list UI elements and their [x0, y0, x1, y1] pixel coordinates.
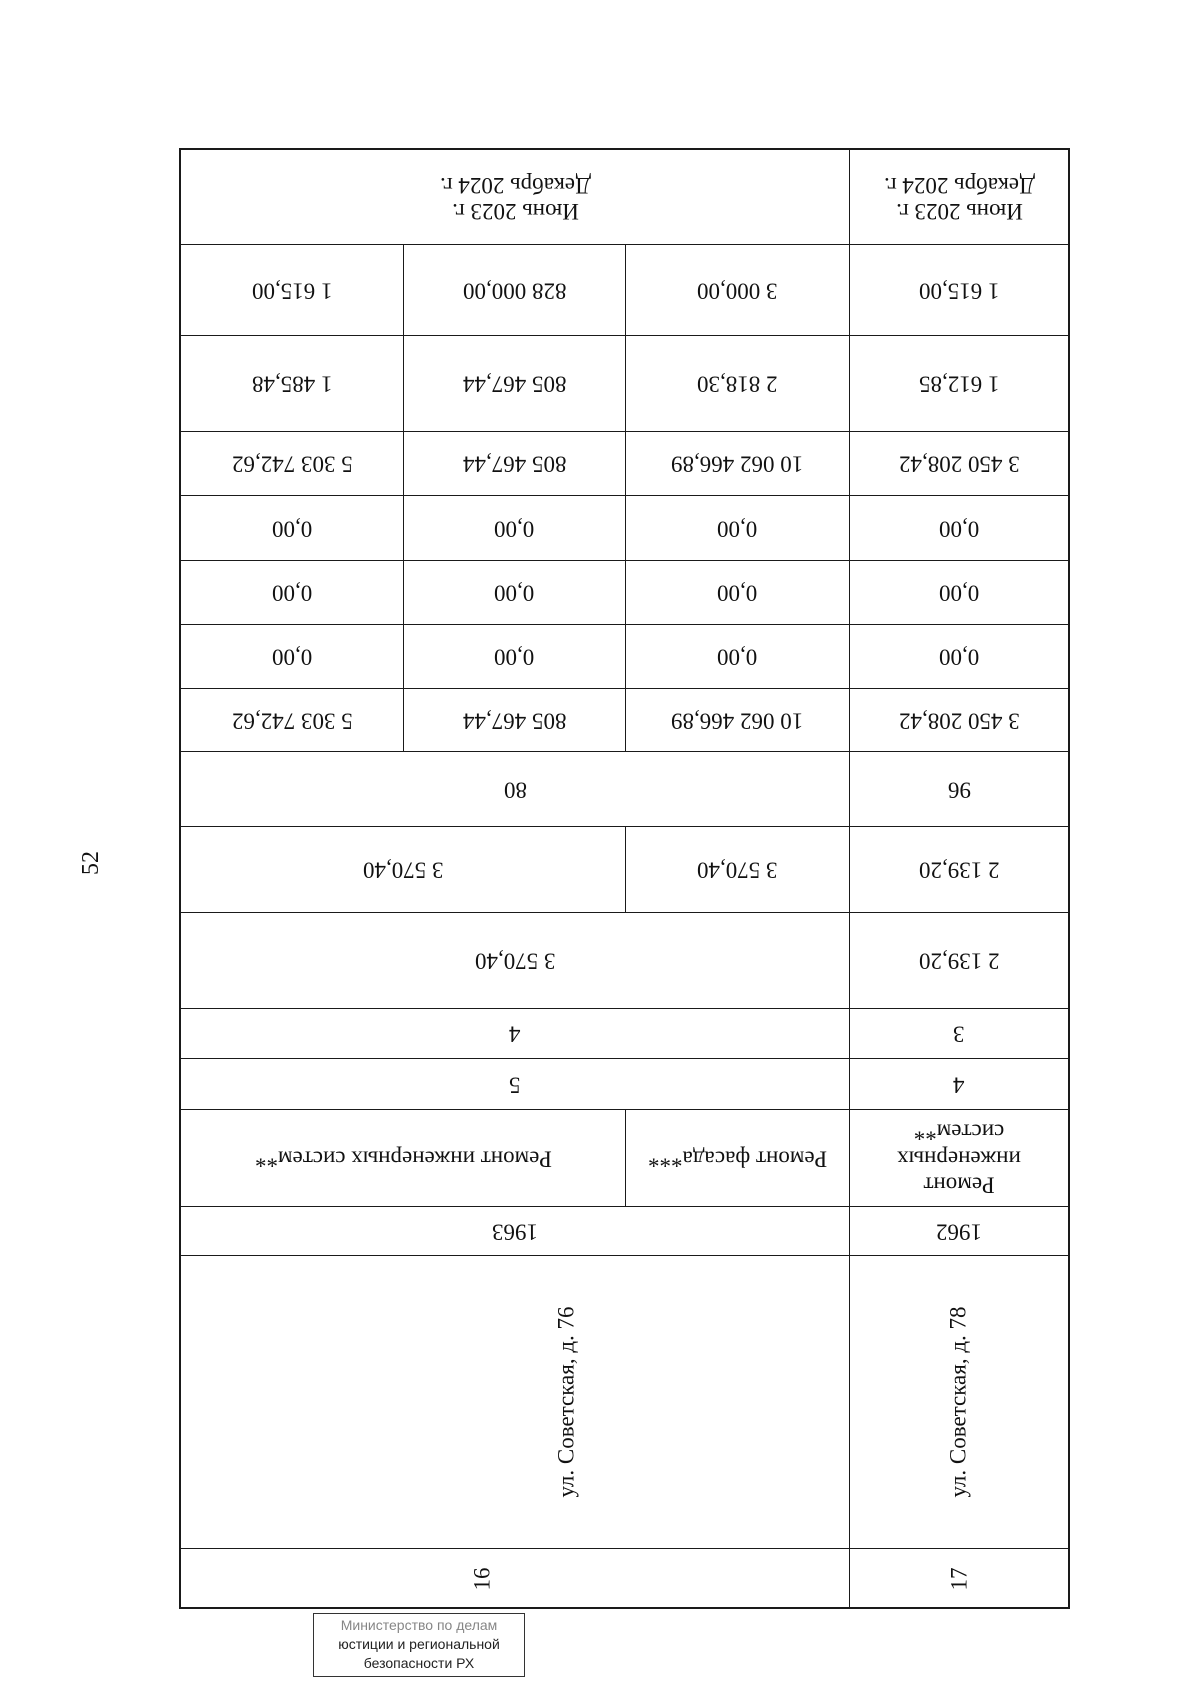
- unit-cost-cell: 1 612,85: [849, 336, 1068, 431]
- cost-limit-cell: 828 000,00: [403, 245, 625, 335]
- table-row-area: [181, 826, 1068, 912]
- residents-cell-left: 80: [503, 777, 527, 803]
- area-cell: 2 139,20: [849, 827, 1068, 912]
- table-row-zero: [181, 495, 1068, 560]
- table-row-cost-limit: [181, 244, 1068, 335]
- zero-cell: 0,00: [849, 561, 1068, 624]
- storeys-cell-right: 4: [849, 1059, 1068, 1109]
- zero-cell: 0,00: [625, 561, 849, 624]
- total-cost-cell: 10 062 466,89: [625, 689, 849, 751]
- entrances-cell-left: 4: [509, 1021, 521, 1047]
- repair-table: [179, 148, 1070, 1609]
- address-cell-right: ул. Советская, д. 78: [849, 1256, 1068, 1548]
- cost-limit-cell: 3 000,00: [625, 245, 849, 335]
- total-cost-cell: 5 303 742,62: [231, 708, 353, 734]
- cost-limit-cell: 1 615,00: [849, 245, 1068, 335]
- stamp-line: Министерство по делам: [340, 1617, 498, 1633]
- zero-cell: 0,00: [271, 580, 313, 606]
- zero-cell: 0,00: [849, 496, 1068, 560]
- table-row-zero: [181, 560, 1068, 624]
- stamp-line: юстиции и региональной: [338, 1636, 500, 1652]
- work-type-cell: Ремонт инженерных систем**: [849, 1110, 1068, 1206]
- table-row-address: [181, 1255, 1068, 1548]
- zero-cell: 0,00: [403, 625, 625, 688]
- zero-cell: 0,00: [271, 644, 313, 670]
- stamp-line: безопасности РХ: [363, 1655, 475, 1671]
- number-cell-right: 17: [849, 1549, 1068, 1609]
- zero-cell: 0,00: [403, 561, 625, 624]
- unit-cost-cell: 2 818,30: [625, 336, 849, 431]
- area-total-cell-left: 3 570,40: [474, 948, 556, 974]
- table-row-total-cost: [181, 688, 1068, 751]
- total-cost-cell: 3 450 208,42: [849, 432, 1068, 495]
- area-cell: 3 570,40: [625, 827, 849, 912]
- storeys-cell-left: 5: [509, 1072, 521, 1098]
- area-cell: 3 570,40: [362, 857, 444, 883]
- table-row-work-type: [181, 1109, 1068, 1206]
- zero-cell: 0,00: [625, 625, 849, 688]
- period-cell-right: Июнь 2023 г. Декабрь 2024 г.: [849, 150, 1068, 244]
- table-row-zero: [181, 624, 1068, 688]
- total-cost-cell: 5 303 742,62: [231, 451, 353, 477]
- cost-limit-cell: 1 615,00: [251, 278, 333, 304]
- entrances-cell-right: 3: [849, 1009, 1068, 1058]
- zero-cell: 0,00: [849, 625, 1068, 688]
- table-row-entrances: [181, 1008, 1068, 1058]
- table-row-storeys: [181, 1058, 1068, 1109]
- zero-cell: 0,00: [403, 496, 625, 560]
- table-row-residents: [181, 751, 1068, 826]
- total-cost-cell: 805 467,44: [403, 689, 625, 751]
- total-cost-cell: 10 062 466,89: [625, 432, 849, 495]
- ministry-stamp: [313, 1613, 525, 1677]
- table-row-year: [181, 1206, 1068, 1255]
- table-row-total-cost: [181, 431, 1068, 495]
- zero-cell: 0,00: [625, 496, 849, 560]
- page-number: 52: [78, 851, 104, 875]
- zero-cell: 0,00: [271, 516, 313, 542]
- table-row-area-total: [181, 912, 1068, 1008]
- number-cell-left: 16: [469, 1567, 495, 1591]
- area-total-cell-right: 2 139,20: [849, 913, 1068, 1008]
- total-cost-cell: 3 450 208,42: [849, 689, 1068, 751]
- work-type-cell: Ремонт инженерных систем**: [254, 1146, 552, 1172]
- unit-cost-cell: 1 485,48: [251, 371, 333, 397]
- year-cell-right: 1962: [849, 1207, 1068, 1255]
- address-cell-left: ул. Советская, д. 76: [553, 1306, 579, 1498]
- table-row-period: [181, 150, 1068, 244]
- total-cost-cell: 805 467,44: [403, 432, 625, 495]
- table-row-number: [181, 1548, 1068, 1609]
- year-cell-left: 1963: [492, 1219, 538, 1245]
- period-cell-left: Июнь 2023 г. Декабрь 2024 г.: [439, 172, 591, 224]
- residents-cell-right: 96: [849, 752, 1068, 826]
- table-row-unit-cost: [181, 335, 1068, 431]
- work-type-cell: Ремонт фасада***: [625, 1110, 849, 1206]
- unit-cost-cell: 805 467,44: [403, 336, 625, 431]
